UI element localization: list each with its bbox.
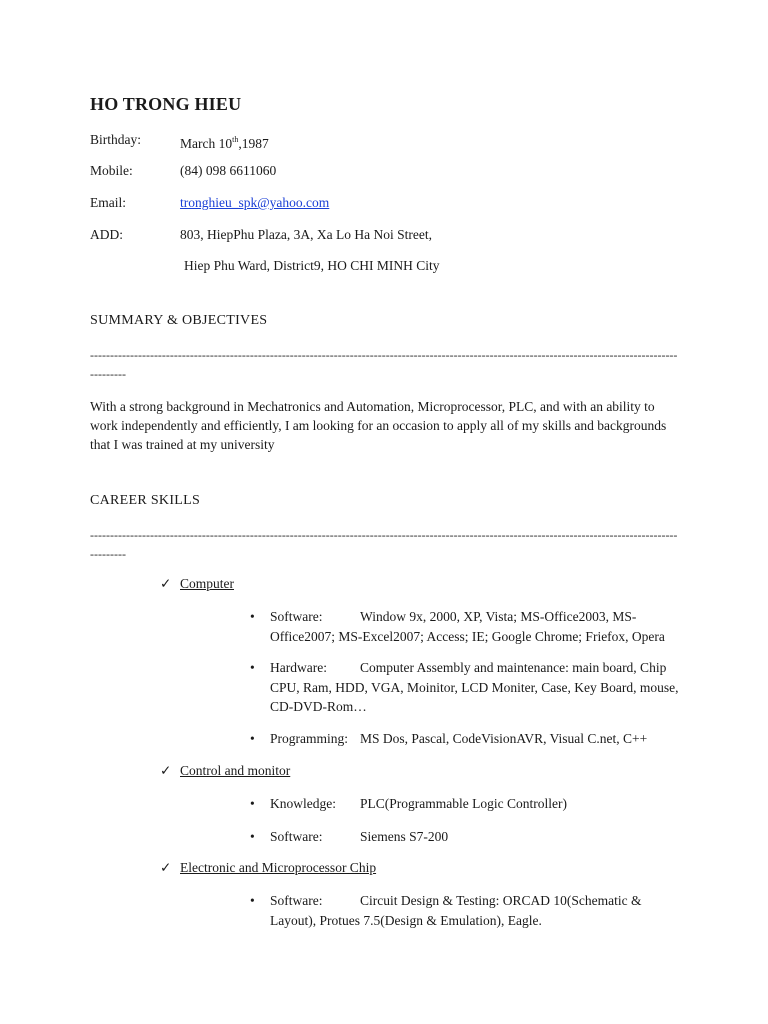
skill-item-key: Software: — [270, 829, 323, 844]
mobile-label: Mobile: — [90, 163, 133, 178]
bullet-icon: • — [250, 731, 255, 746]
bullet-icon: • — [250, 609, 255, 624]
career-title: CAREER SKILLS — [90, 493, 201, 508]
skill-item-text — [270, 827, 680, 847]
skill-item-key: Programming: — [270, 731, 348, 746]
skill-item-key: Knowledge: — [270, 796, 336, 811]
birthday-value — [180, 130, 269, 154]
birthday-suffix: th — [232, 135, 239, 144]
email-label: Email: — [90, 195, 126, 210]
address-line-2: Hiep Phu Ward, District9, HO CHI MINH City — [184, 258, 440, 273]
birthday-year: ,1987 — [238, 136, 269, 151]
skill-item-text — [270, 607, 680, 646]
skill-item-value: Circuit Design & Testing: ORCAD 10(Schematic & Layout), Protues 7.5(Design & Emulation), Eagle. — [270, 893, 642, 928]
skill-item-key: Software: — [270, 893, 323, 908]
birthday-day: March 10 — [180, 136, 233, 151]
summary-title: SUMMARY & OBJECTIVES — [90, 313, 268, 328]
skill-item-key: Software: — [270, 609, 323, 624]
check-icon: ✓ — [160, 576, 172, 591]
candidate-name: HO TRONG HIEU — [90, 94, 242, 114]
skill-item-value: MS Dos, Pascal, CodeVisionAVR, Visual C.net, C++ — [360, 731, 648, 746]
skill-item-value: Siemens S7-200 — [360, 829, 449, 844]
birthday-label: Birthday: — [90, 132, 141, 147]
skill-item-text — [270, 794, 680, 814]
skill-group-label: Electronic and Microprocessor Chip — [180, 860, 377, 875]
address-label: ADD: — [90, 227, 123, 242]
skill-item-value: PLC(Programmable Logic Controller) — [360, 796, 567, 811]
address-line-1: 803, HiepPhu Plaza, 3A, Xa Lo Ha Noi Street, — [180, 227, 432, 242]
email-link[interactable]: tronghieu_spk@yahoo.com — [180, 195, 330, 210]
skill-group-label: Control and monitor — [180, 763, 291, 778]
mobile-value: (84) 098 6611060 — [180, 163, 277, 178]
career-divider: ------------------------------------------------------------------------------------------------------------------------------------------------------------ — [90, 528, 678, 561]
bullet-icon: • — [250, 796, 255, 811]
summary-divider: ------------------------------------------------------------------------------------------------------------------------------------------------------------ — [90, 348, 678, 381]
skill-group-label: Computer — [180, 576, 234, 591]
skill-item-text — [270, 729, 680, 749]
bullet-icon: • — [250, 829, 255, 844]
skill-item-text — [270, 658, 680, 717]
check-icon: ✓ — [160, 763, 172, 778]
skill-item-value: Computer Assembly and maintenance: main board, Chip CPU, Ram, HDD, VGA, Moinitor, LCD Moniter, Case, Key Board, mouse, CD-DVD-Rom… — [270, 660, 679, 714]
summary-text: With a strong background in Mechatronics and Automation, Microprocessor, PLC, and with an ability to work independently and efficiently, I am looking for an occasion to apply all of my skills and backgrounds that I was trained at my university — [90, 399, 667, 452]
skill-item-key: Hardware: — [270, 660, 327, 675]
bullet-icon: • — [250, 660, 255, 675]
skill-item-value: Window 9x, 2000, XP, Vista; MS-Office2003, MS-Office2007; MS-Excel2007; Access; IE; Google Chrome; Friefox, Opera — [270, 609, 665, 644]
skill-item-text — [270, 891, 680, 930]
bullet-icon: • — [250, 893, 255, 908]
check-icon: ✓ — [160, 860, 172, 875]
